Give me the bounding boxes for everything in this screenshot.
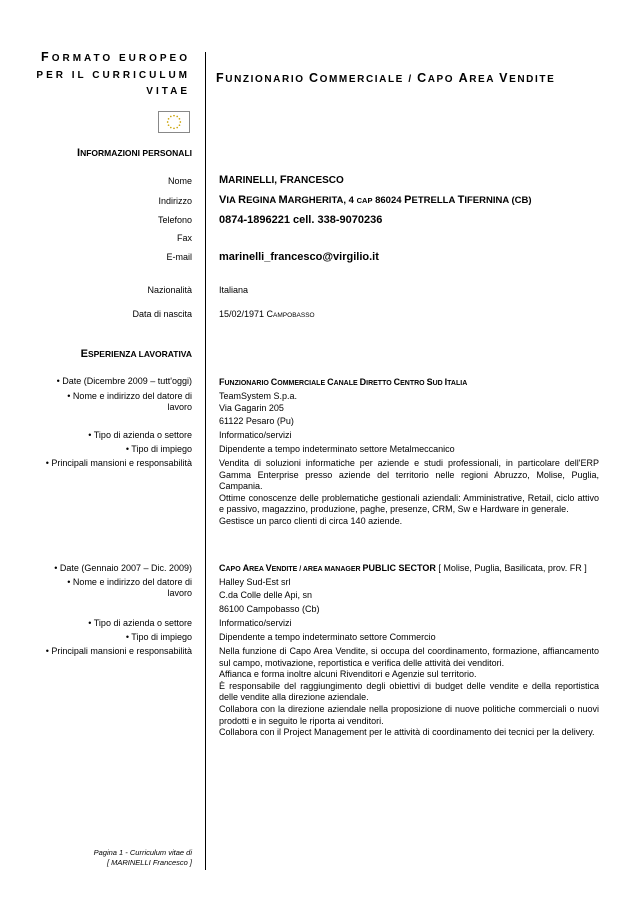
job2-employer-line1: Halley Sud-Est srl: [219, 577, 291, 587]
job2-duties: [219, 646, 599, 739]
cv-title-line2: PER IL CURRICULUM: [36, 70, 190, 81]
email-label: E-mail: [166, 252, 192, 262]
job1-role: FUNZIONARIO COMMERCIALE CANALE DIRETTO CENTRO SUD ITALIA: [219, 377, 468, 387]
job1-employment-label: • Tipo di impiego: [125, 444, 192, 454]
cv-title-line1: FORMATO EUROPEO: [41, 50, 190, 64]
column-divider: [205, 52, 206, 870]
job1-duties-p3: Gestisce un parco clienti di circa 140 aziende.: [219, 515, 403, 526]
job1-sector-value: Informatico/servizi: [219, 430, 292, 440]
address-label: Indirizzo: [158, 196, 192, 206]
birth-label: Data di nascita: [132, 309, 192, 319]
job-title: FUNZIONARIO COMMERCIALE / CAPO AREA VENDITE: [216, 71, 556, 85]
job2-sector-label: • Tipo di azienda o settore: [88, 618, 192, 628]
job1-duties-p2: Ottime conoscenze delle problematiche gestionali aziendali: Amministrative, Retail, ciclo attivo e passivo, magazzino, produzione, paghe, presenze, CRM, Sw e Hardware in generale.: [219, 492, 599, 515]
phone-value: 0874-1896221 cell. 338-9070236: [219, 214, 383, 226]
job2-date-label: • Date (Gennaio 2007 – Dic. 2009): [54, 563, 192, 573]
email-value[interactable]: marinelli_francesco@virgilio.it: [219, 251, 379, 263]
job1-employment-value: Dipendente a tempo indeterminato settore Metalmeccanico: [219, 444, 455, 454]
job2-role: CAPO AREA VENDITE / AREA MANAGER PUBLIC SECTOR [ Molise, Puglia, Basilicata, prov. FR ]: [219, 563, 587, 573]
job2-duties-p4: Collabora con la direzione aziendale nella proposizione di nuove politiche commerciali o nuovi prodotti e in seguito le riporta ai venditori.: [219, 703, 599, 726]
job1-duties-label: • Principali mansioni e responsabilità: [45, 458, 192, 468]
cv-title-line3: VITAE: [146, 86, 190, 97]
job2-duties-p3: È responsabile del raggiungimento degli obiettivi di budget delle vendite e della reportistica delle vendite alla direzione aziendale.: [219, 680, 599, 703]
footer-line1: Pagina 1 - Curriculum vitae di: [93, 848, 192, 857]
job1-sector-label: • Tipo di azienda o settore: [88, 430, 192, 440]
phone-label: Telefono: [157, 215, 192, 225]
name-label: Nome: [167, 176, 192, 186]
fax-label: Fax: [176, 233, 192, 243]
section-work-experience: ESPERIENZA LAVORATIVA: [80, 348, 192, 360]
job2-employer-line3: 86100 Campobasso (Cb): [219, 604, 320, 614]
job2-duties-p5: Collabora con il Project Management per le attività di coordinamento dei tecnici per la delivery.: [219, 727, 595, 738]
page-footer: [60, 848, 192, 868]
job2-sector-value: Informatico/servizi: [219, 618, 292, 628]
job1-employer-line2: Via Gagarin 205: [219, 403, 284, 413]
nationality-label: Nazionalità: [147, 285, 192, 295]
address-value: VIA REGINA MARGHERITA, 4 CAP 86024 PETRELLA TIFERNINA (CB): [219, 194, 532, 206]
job1-duties: [219, 458, 599, 528]
birth-value: 15/02/1971 CAMPOBASSO: [219, 309, 315, 319]
footer-line2: [ MARINELLI Francesco ]: [106, 858, 192, 867]
job2-duties-label: • Principali mansioni e responsabilità: [45, 646, 192, 656]
job2-employment-label: • Tipo di impiego: [125, 632, 192, 642]
eu-flag-icon: [158, 111, 190, 133]
job1-date-label: • Date (Dicembre 2009 – tutt'oggi): [56, 376, 192, 386]
job1-employer-line3: 61122 Pesaro (Pu): [219, 416, 294, 426]
job2-duties-p1: Nella funzione di Capo Area Vendite, si occupa del coordinamento, formazione, affiancamento sul campo, motivazione, reportistica e verifica delle attività dei venditori.: [219, 646, 599, 668]
job2-employer-label: • Nome e indirizzo del datore di lavoro: [67, 577, 192, 598]
name-value: MARINELLI, FRANCESCO: [219, 174, 344, 186]
section-personal-info: INFORMAZIONI PERSONALI: [77, 147, 192, 159]
job2-duties-p2: Affianca e forma inoltre alcuni Rivenditori e Agenzie sul territorio.: [219, 669, 477, 680]
nationality-value: Italiana: [219, 285, 249, 295]
eu-stars: [167, 115, 181, 129]
job2-employment-value: Dipendente a tempo indeterminato settore Commercio: [219, 632, 436, 642]
job1-employer-label: • Nome e indirizzo del datore di lavoro: [67, 391, 192, 412]
job2-employer-line2: C.da Colle delle Api, sn: [219, 590, 313, 600]
job1-employer-line1: TeamSystem S.p.a.: [219, 391, 298, 401]
job1-duties-p1: Vendita di soluzioni informatiche per aziende e studi professionali, in particolare dell'ERP Gamma Enterprise presso aziende del territorio nelle regioni Abruzzo, Molise, Puglia, Campania.: [219, 458, 599, 492]
